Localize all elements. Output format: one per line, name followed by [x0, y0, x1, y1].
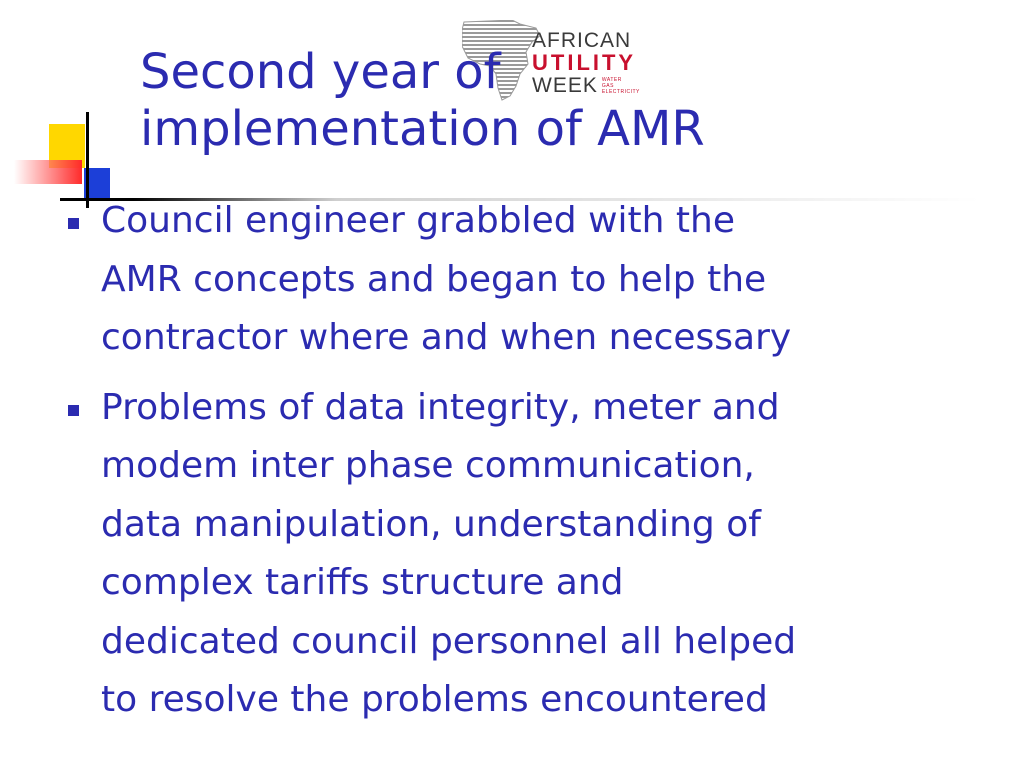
- bullet-line: Problems of data integrity, meter and: [101, 386, 780, 428]
- bullet-item: [0, 192, 1024, 368]
- slide-title: [140, 44, 860, 158]
- slide-title-line-2: implementation of AMR: [140, 101, 705, 157]
- bullet-line: Council engineer grabbled with the: [101, 200, 735, 241]
- bullet-line: to resolve the problems encountered: [101, 679, 768, 720]
- bullet-line: data manipulation, understanding of: [101, 503, 761, 545]
- bullet-line: complex tariffs structure and: [101, 562, 624, 603]
- slide-title-line-1: Second year of: [140, 44, 501, 100]
- bullet-item: [0, 379, 1024, 730]
- bullet-line: modem inter phase communication,: [101, 445, 755, 486]
- bullet-square-icon: [68, 405, 79, 416]
- bullet-square-icon: [68, 218, 79, 229]
- logo-subtitle: WATER GAS ELECTRICITY: [601, 77, 640, 95]
- logo-line-african: AFRICAN: [532, 29, 632, 52]
- logo-line-utility: UTILITY: [532, 50, 637, 75]
- bullet-line: contractor where and when necessary: [101, 317, 792, 358]
- bullet-line: dedicated council personnel all helped: [101, 620, 797, 662]
- bullet-list: [0, 192, 1024, 730]
- logo-line-week: WEEK: [532, 74, 598, 97]
- bullet-line: AMR concepts and began to help the: [101, 258, 767, 300]
- decor-red-bar: [14, 160, 82, 184]
